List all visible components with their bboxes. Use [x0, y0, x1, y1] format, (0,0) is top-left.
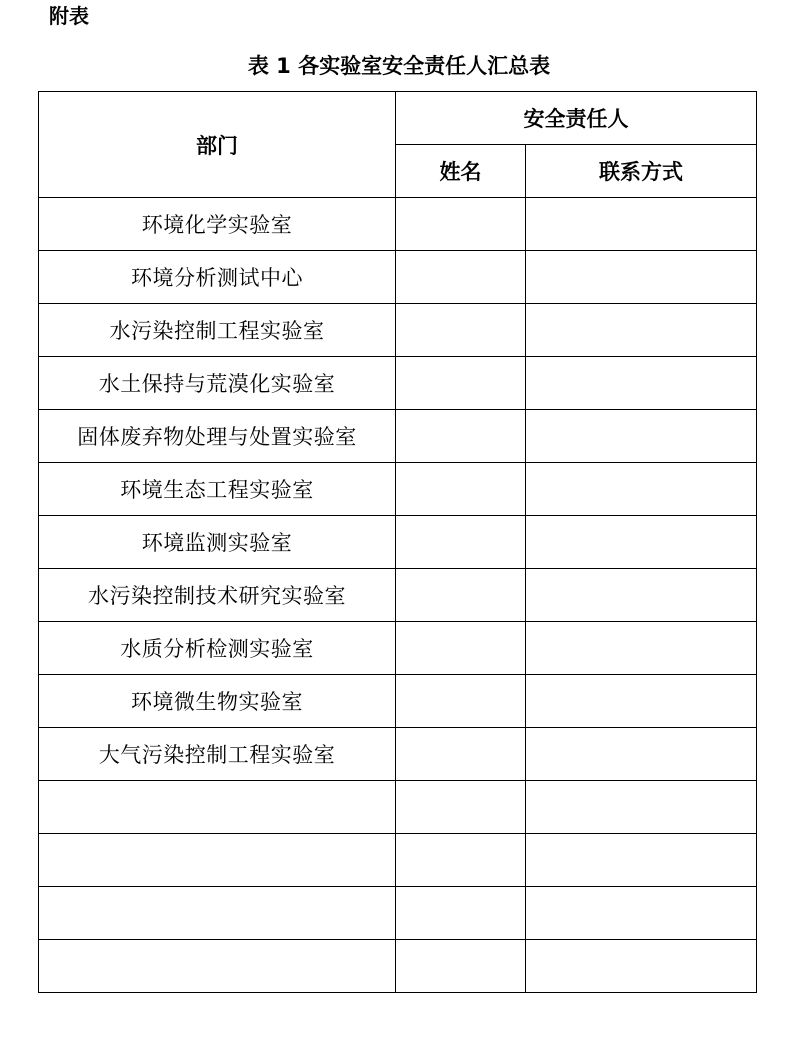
department-cell: [39, 887, 396, 940]
department-cell: [39, 940, 396, 993]
name-cell: [396, 940, 526, 993]
department-cell: 环境化学实验室: [39, 198, 396, 251]
contact-cell: [526, 304, 757, 357]
department-cell: 环境监测实验室: [39, 516, 396, 569]
department-cell: 环境生态工程实验室: [39, 463, 396, 516]
header-department: 部门: [39, 92, 396, 198]
contact-cell: [526, 940, 757, 993]
department-cell: 固体废弃物处理与处置实验室: [39, 410, 396, 463]
table-row: [39, 569, 757, 622]
department-cell: 大气污染控制工程实验室: [39, 728, 396, 781]
name-cell: [396, 357, 526, 410]
name-cell: [396, 675, 526, 728]
table-row: [39, 410, 757, 463]
table-row: [39, 463, 757, 516]
contact-cell: [526, 728, 757, 781]
department-cell: 水质分析检测实验室: [39, 622, 396, 675]
table-row: [39, 834, 757, 887]
table-row: [39, 516, 757, 569]
appendix-label: 附表: [49, 4, 89, 28]
department-cell: 环境微生物实验室: [39, 675, 396, 728]
table-row: [39, 887, 757, 940]
table-row: [39, 304, 757, 357]
name-cell: [396, 887, 526, 940]
name-cell: [396, 516, 526, 569]
table-title: 表 1 各实验室安全责任人汇总表: [247, 54, 551, 78]
table-row: [39, 728, 757, 781]
contact-cell: [526, 622, 757, 675]
name-cell: [396, 834, 526, 887]
contact-cell: [526, 198, 757, 251]
contact-cell: [526, 781, 757, 834]
department-cell: 环境分析测试中心: [39, 251, 396, 304]
contact-cell: [526, 410, 757, 463]
name-cell: [396, 410, 526, 463]
table-row: [39, 675, 757, 728]
name-cell: [396, 198, 526, 251]
name-cell: [396, 251, 526, 304]
department-cell: 水土保持与荒漠化实验室: [39, 357, 396, 410]
department-cell: [39, 781, 396, 834]
table-row: [39, 198, 757, 251]
name-cell: [396, 622, 526, 675]
table-row: [39, 251, 757, 304]
contact-cell: [526, 463, 757, 516]
contact-cell: [526, 357, 757, 410]
header-name: 姓名: [396, 145, 526, 198]
name-cell: [396, 728, 526, 781]
contact-cell: [526, 251, 757, 304]
table-body: [39, 198, 757, 993]
header-safety-person: 安全责任人: [396, 92, 757, 145]
table-row: [39, 940, 757, 993]
table-row: [39, 622, 757, 675]
name-cell: [396, 304, 526, 357]
table-row: [39, 357, 757, 410]
department-cell: [39, 834, 396, 887]
contact-cell: [526, 887, 757, 940]
contact-cell: [526, 516, 757, 569]
name-cell: [396, 569, 526, 622]
name-cell: [396, 463, 526, 516]
department-cell: 水污染控制技术研究实验室: [39, 569, 396, 622]
name-cell: [396, 781, 526, 834]
table-row: [39, 781, 757, 834]
header-contact: 联系方式: [526, 145, 757, 198]
contact-cell: [526, 569, 757, 622]
contact-cell: [526, 675, 757, 728]
safety-responsibility-table: [38, 91, 757, 993]
contact-cell: [526, 834, 757, 887]
department-cell: 水污染控制工程实验室: [39, 304, 396, 357]
